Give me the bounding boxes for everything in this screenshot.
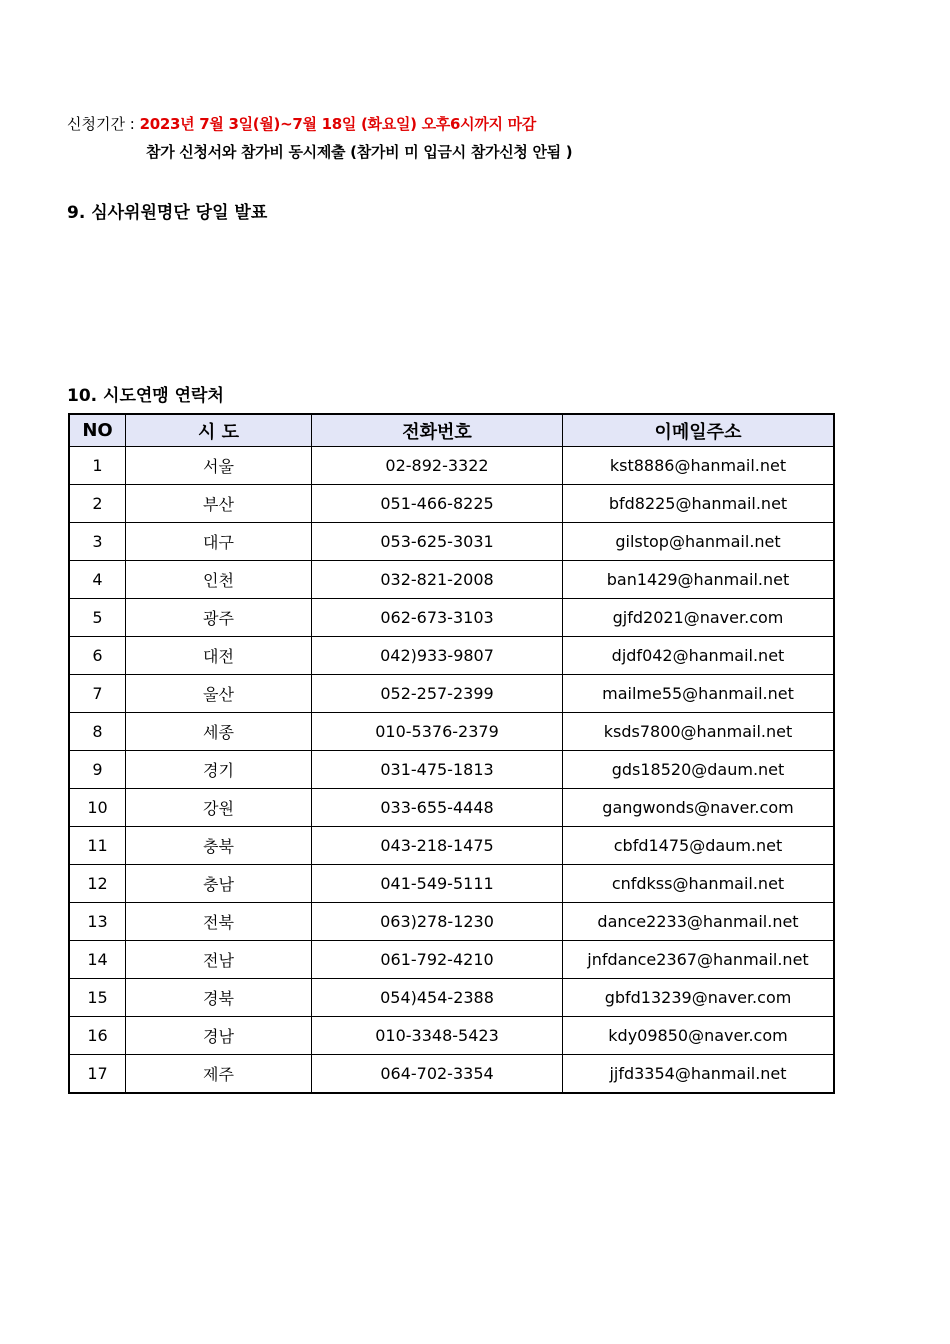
table-row (70, 979, 834, 1017)
row-no: 6 (70, 637, 126, 675)
row-email: cbfd1475@daum.net (563, 827, 834, 865)
row-no: 17 (70, 1055, 126, 1093)
row-phone: 031-475-1813 (312, 751, 563, 789)
row-no: 15 (70, 979, 126, 1017)
table-row (70, 751, 834, 789)
table-header-row (70, 415, 834, 447)
table-row (70, 1055, 834, 1093)
row-email: gjfd2021@naver.com (563, 599, 834, 637)
row-no: 1 (70, 447, 126, 485)
submission-note: 참가 신청서와 참가비 동시제출 (참가비 미 입금시 참가신청 안됨 ) (146, 143, 573, 161)
table-row (70, 637, 834, 675)
table-row (70, 1017, 834, 1055)
application-period (67, 113, 536, 134)
row-no: 3 (70, 523, 126, 561)
row-email: gangwonds@naver.com (563, 789, 834, 827)
row-region: 경기 (126, 751, 312, 789)
row-email: ban1429@hanmail.net (563, 561, 834, 599)
row-region: 충북 (126, 827, 312, 865)
row-region: 전남 (126, 941, 312, 979)
row-email: mailme55@hanmail.net (563, 675, 834, 713)
row-no: 5 (70, 599, 126, 637)
table-row (70, 941, 834, 979)
row-phone: 052-257-2399 (312, 675, 563, 713)
table-row (70, 865, 834, 903)
row-region: 대구 (126, 523, 312, 561)
table-row (70, 447, 834, 485)
section-10-heading: 10. 시도연맹 연락처 (67, 386, 224, 406)
row-region: 전북 (126, 903, 312, 941)
row-phone: 051-466-8225 (312, 485, 563, 523)
row-email: jnfdance2367@hanmail.net (563, 941, 834, 979)
row-no: 7 (70, 675, 126, 713)
row-region: 제주 (126, 1055, 312, 1093)
row-email: bfd8225@hanmail.net (563, 485, 834, 523)
row-phone: 064-702-3354 (312, 1055, 563, 1093)
row-email: ksds7800@hanmail.net (563, 713, 834, 751)
row-phone: 042)933-9807 (312, 637, 563, 675)
row-phone: 061-792-4210 (312, 941, 563, 979)
row-region: 경남 (126, 1017, 312, 1055)
federation-contacts-table (69, 414, 834, 1093)
row-no: 16 (70, 1017, 126, 1055)
row-region: 부산 (126, 485, 312, 523)
row-region: 충남 (126, 865, 312, 903)
row-no: 8 (70, 713, 126, 751)
row-phone: 010-3348-5423 (312, 1017, 563, 1055)
header-phone: 전화번호 (312, 415, 563, 447)
table-row (70, 485, 834, 523)
row-email: gds18520@daum.net (563, 751, 834, 789)
row-email: dance2233@hanmail.net (563, 903, 834, 941)
row-no: 13 (70, 903, 126, 941)
table-body (70, 447, 834, 1093)
table-row (70, 675, 834, 713)
row-phone: 053-625-3031 (312, 523, 563, 561)
table-row (70, 561, 834, 599)
row-phone: 054)454-2388 (312, 979, 563, 1017)
row-region: 광주 (126, 599, 312, 637)
row-no: 11 (70, 827, 126, 865)
row-email: gbfd13239@naver.com (563, 979, 834, 1017)
row-phone: 032-821-2008 (312, 561, 563, 599)
row-phone: 010-5376-2379 (312, 713, 563, 751)
table-row (70, 903, 834, 941)
table-row (70, 713, 834, 751)
section-9-heading: 9. 심사위원명단 당일 발표 (67, 203, 268, 223)
row-phone: 033-655-4448 (312, 789, 563, 827)
table-row (70, 789, 834, 827)
row-phone: 043-218-1475 (312, 827, 563, 865)
row-no: 12 (70, 865, 126, 903)
row-no: 4 (70, 561, 126, 599)
table-row (70, 827, 834, 865)
row-email: kst8886@hanmail.net (563, 447, 834, 485)
table-row (70, 599, 834, 637)
row-region: 서울 (126, 447, 312, 485)
row-region: 세종 (126, 713, 312, 751)
row-email: djdf042@hanmail.net (563, 637, 834, 675)
application-period-label: 신청기간 : (67, 115, 140, 133)
row-region: 경북 (126, 979, 312, 1017)
row-email: cnfdkss@hanmail.net (563, 865, 834, 903)
header-no: NO (70, 415, 126, 447)
row-region: 대전 (126, 637, 312, 675)
row-phone: 02-892-3322 (312, 447, 563, 485)
row-email: gilstop@hanmail.net (563, 523, 834, 561)
row-region: 강원 (126, 789, 312, 827)
row-phone: 041-549-5111 (312, 865, 563, 903)
table-row (70, 523, 834, 561)
row-phone: 063)278-1230 (312, 903, 563, 941)
row-email: jjfd3354@hanmail.net (563, 1055, 834, 1093)
row-no: 10 (70, 789, 126, 827)
row-no: 2 (70, 485, 126, 523)
row-no: 9 (70, 751, 126, 789)
application-period-deadline: 2023년 7월 3일(월)~7월 18일 (화요일) 오후6시까지 마감 (139, 115, 536, 133)
header-region: 시 도 (126, 415, 312, 447)
row-phone: 062-673-3103 (312, 599, 563, 637)
row-email: kdy09850@naver.com (563, 1017, 834, 1055)
row-region: 울산 (126, 675, 312, 713)
row-region: 인천 (126, 561, 312, 599)
row-no: 14 (70, 941, 126, 979)
header-email: 이메일주소 (563, 415, 834, 447)
